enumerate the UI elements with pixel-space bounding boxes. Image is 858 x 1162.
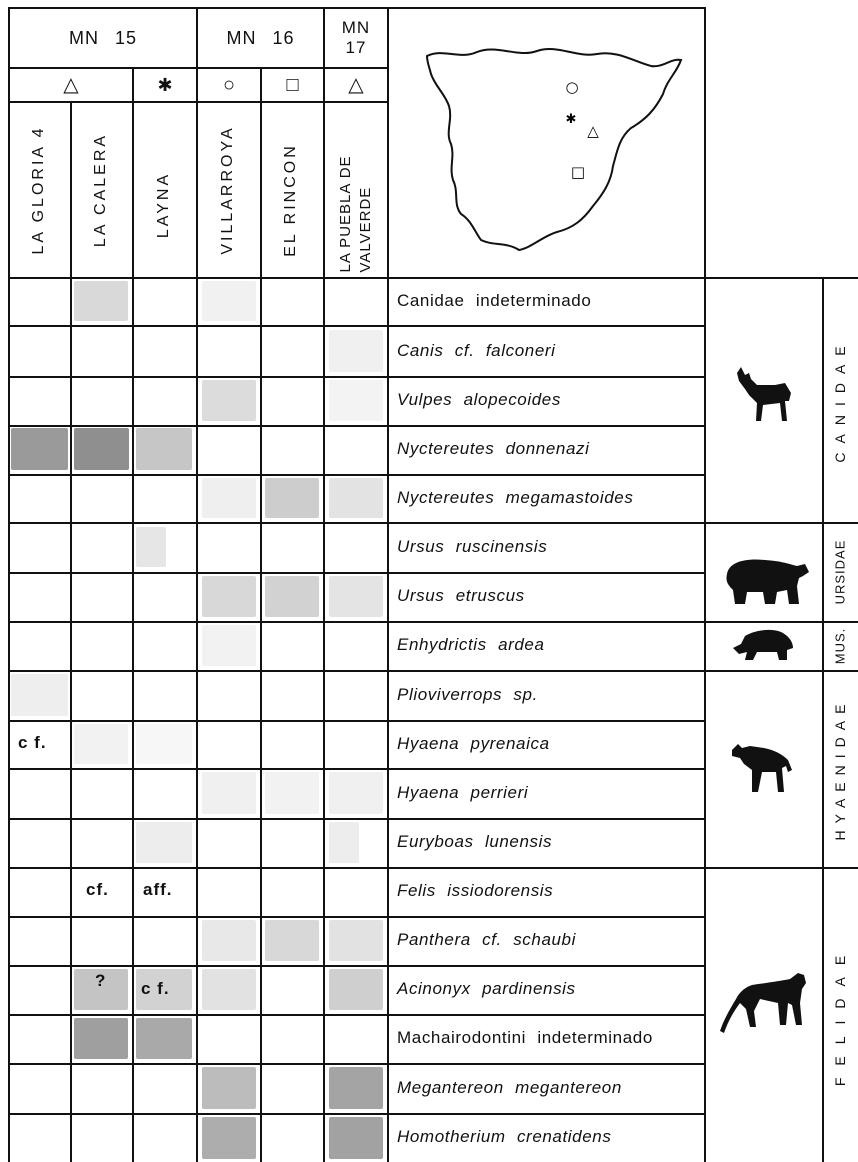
- map-marker-square: □: [570, 163, 586, 181]
- row-line: [8, 720, 706, 722]
- family-label-mustelidae: MUS.: [832, 627, 848, 665]
- family-label-hyaenidae: HYAENIDAE: [832, 697, 848, 841]
- species-name: Ursus etruscus: [397, 586, 525, 605]
- map-marker-triangle: △: [587, 122, 599, 140]
- species-name: Panthera cf. schaubi: [397, 930, 576, 949]
- occurrence-cell: [136, 724, 192, 764]
- species-name: Plioviverrops sp.: [397, 685, 538, 704]
- iberia-outline: [427, 49, 681, 250]
- occurrence-cell: [136, 527, 166, 567]
- header-bottom-border: [8, 277, 858, 279]
- occurrence-cell: [136, 428, 192, 470]
- symbol-row-border: [8, 101, 388, 103]
- note-question-la-calera: ?: [95, 971, 107, 990]
- square-icon: □: [286, 74, 299, 96]
- occurrence-cell: [74, 724, 128, 764]
- note-cf-la-gloria: c f.: [18, 733, 47, 752]
- occurrence-cell: [202, 772, 256, 814]
- zone-mn17-label: MN 17: [341, 18, 371, 57]
- occurrence-cell: [265, 478, 319, 518]
- occurrence-cell: [329, 920, 383, 961]
- feline-silhouette-icon: [716, 965, 810, 1037]
- locality-la-gloria-4: LA GLORIA 4: [30, 125, 47, 255]
- hdr-vline-d: [196, 7, 198, 1162]
- occurrence-cell: [74, 1018, 128, 1059]
- row-line: [8, 768, 706, 770]
- occurrence-cell: [202, 1117, 256, 1159]
- note-cf-layna: c f.: [141, 979, 170, 998]
- occurrence-cell: [329, 1067, 383, 1109]
- family-line-ursidae: [8, 621, 858, 623]
- mustelid-silhouette-icon: [731, 628, 795, 662]
- species-name: Nyctereutes donnenazi: [397, 439, 590, 458]
- hdr-vline-e: [260, 67, 262, 1162]
- occurrence-cell: [265, 920, 319, 961]
- note-aff-layna: aff.: [143, 880, 173, 899]
- species-name: Vulpes alopecoides: [397, 390, 561, 409]
- occurrence-cell: [329, 1117, 383, 1159]
- species-name: Felis issiodorensis: [397, 881, 554, 900]
- occurrence-cell: [202, 969, 256, 1010]
- bear-silhouette-icon: [725, 556, 809, 606]
- row-line: [8, 425, 706, 427]
- map-marker-circle: ○: [565, 78, 579, 96]
- species-name: Canidae indeterminado: [397, 291, 592, 310]
- row-line: [8, 965, 706, 967]
- symbol-square-rincon: [262, 69, 323, 101]
- occurrence-cell: [202, 478, 256, 518]
- occurrence-cell: [202, 920, 256, 961]
- hdr-vline-b: [70, 101, 72, 1162]
- occurrence-cell: [329, 822, 359, 863]
- occurrence-cell: [265, 576, 319, 617]
- hdr-vline-f: [323, 7, 325, 1162]
- hdr-vline-i: [822, 277, 824, 1162]
- row-line: [8, 818, 706, 820]
- species-name: Canis cf. falconeri: [397, 341, 556, 360]
- family-line-canidae: [8, 522, 858, 524]
- occurrence-cell: [329, 478, 383, 518]
- hdr-vline-a: [8, 7, 10, 1162]
- triangle-icon: △: [348, 74, 364, 96]
- species-name: Acinonyx pardinensis: [397, 979, 576, 998]
- occurrence-cell: [329, 969, 383, 1010]
- row-line: [8, 916, 706, 918]
- locality-el-rincon: EL RINCON: [282, 143, 299, 257]
- symbol-asterisk-layna: [134, 69, 196, 101]
- row-line: [8, 474, 706, 476]
- occurrence-cell: [202, 380, 256, 421]
- zone-mn15-label: MN 15: [68, 27, 137, 48]
- occurrence-cell: [202, 1067, 256, 1109]
- zone-mn15: [10, 9, 196, 67]
- occurrence-cell: [136, 822, 192, 863]
- row-line: [8, 1014, 706, 1016]
- hdr-vline-h: [704, 7, 706, 1162]
- occurrence-cell: [11, 428, 68, 470]
- asterisk-icon: ✱: [157, 75, 173, 95]
- occurrence-cell: [329, 330, 383, 372]
- family-label-felidae: FELIDAE: [832, 943, 848, 1087]
- occurrence-cell: [265, 772, 319, 814]
- family-label-canidae: CANIDAE: [832, 337, 848, 463]
- map-marker-asterisk: ✱: [565, 112, 577, 127]
- row-line: [8, 376, 706, 378]
- species-name: Machairodontini indeterminado: [397, 1028, 653, 1047]
- occurrence-cell: [202, 576, 256, 617]
- occurrence-cell: [329, 380, 383, 421]
- locality-villarroya: VILLARROYA: [219, 125, 236, 255]
- species-name: Megantereon megantereon: [397, 1078, 622, 1097]
- occurrence-cell: [329, 772, 383, 814]
- zone-mn16: [198, 9, 323, 67]
- occurrence-cell: [74, 281, 128, 321]
- occurrence-cell: [136, 1018, 192, 1059]
- circle-icon: ○: [222, 74, 236, 96]
- species-name: Ursus ruscinensis: [397, 537, 548, 556]
- occurrence-cell: [202, 281, 256, 321]
- occurrence-cell: [11, 674, 68, 716]
- species-name: Enhydrictis ardea: [397, 635, 545, 654]
- zone-mn17: [325, 12, 387, 64]
- locality-la-puebla-de-valverde: LA PUEBLA DE VALVERDE: [337, 155, 374, 273]
- occurrence-cell: [202, 625, 256, 666]
- species-name: Euryboas lunensis: [397, 832, 553, 851]
- symbol-circle-villarroya: [198, 69, 260, 101]
- occurrence-cell: [329, 576, 383, 617]
- locality-layna: LAYNA: [155, 171, 172, 239]
- symbol-triangle-mn15: [10, 69, 132, 101]
- note-cf-la-calera: cf.: [86, 880, 109, 899]
- zone-mn16-label: MN 16: [226, 27, 295, 48]
- symbol-triangle-puebla: [325, 69, 387, 101]
- hyena-silhouette-icon: [730, 740, 796, 796]
- hdr-vline-c: [132, 67, 134, 1162]
- species-name: Hyaena perrieri: [397, 783, 529, 802]
- row-line: [8, 1063, 706, 1065]
- row-line: [8, 572, 706, 574]
- hdr-vline-g: [387, 7, 389, 1162]
- canid-silhouette-icon: [735, 365, 795, 427]
- occurrence-cell: [74, 428, 129, 470]
- family-label-ursidae: URSIDAE: [832, 539, 848, 605]
- locality-la-calera: LA CALERA: [92, 132, 109, 248]
- species-name: Nyctereutes megamastoides: [397, 488, 634, 507]
- species-name: Homotherium crenatidens: [397, 1127, 612, 1146]
- triangle-icon: △: [63, 74, 79, 96]
- species-name: Hyaena pyrenaica: [397, 734, 550, 753]
- row-line: [8, 1113, 706, 1115]
- row-line: [8, 325, 706, 327]
- family-line-mustelidae: [8, 670, 858, 672]
- iberia-map: [405, 14, 695, 269]
- family-line-hyaenidae: [8, 867, 858, 869]
